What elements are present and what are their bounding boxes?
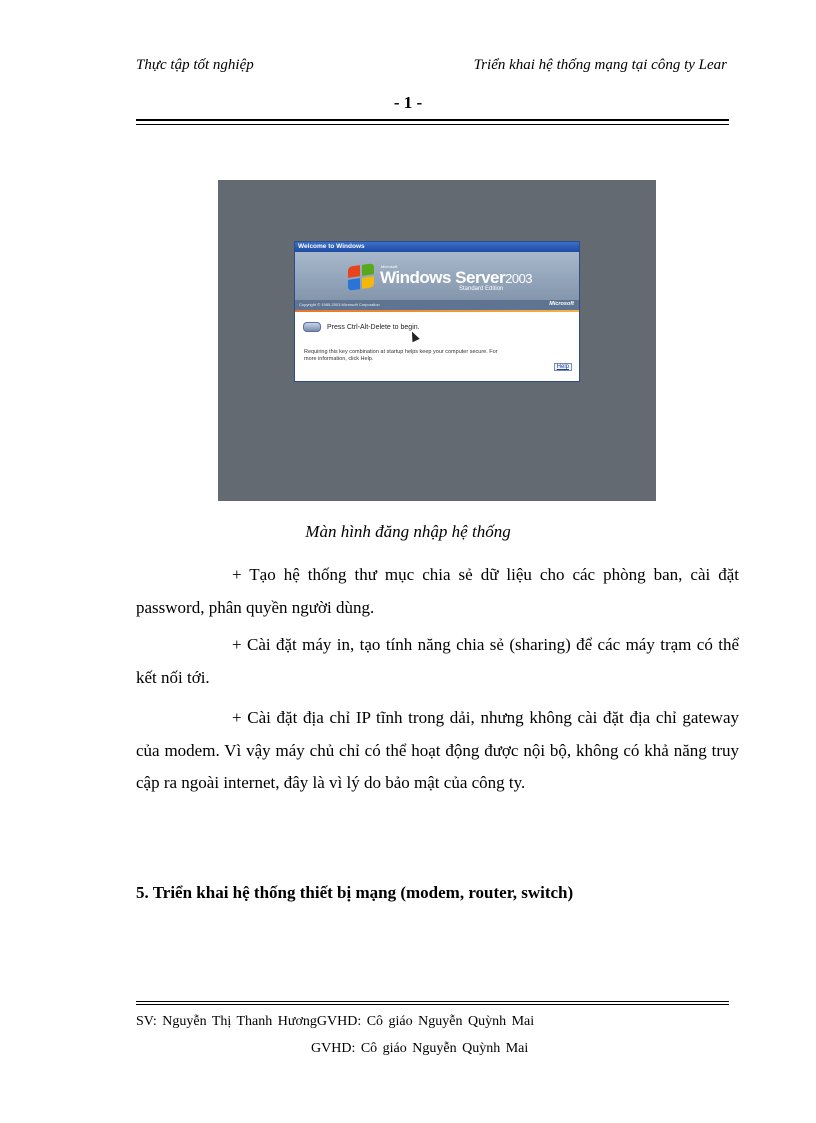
brand-name [380,268,532,288]
brand-year: 2003 [505,271,533,286]
footer-line-2: GVHD: Cô giáo Nguyễn Quỳnh Mai [311,1041,529,1056]
figure-caption: Màn hình đăng nhập hệ thống [305,522,511,541]
brand-edition: Standard Edition [459,286,504,292]
copyright-text: Copyright © 1985-2003 Microsoft Corporation [299,302,380,307]
brand-name-text: Windows Server [380,268,506,287]
help-button[interactable]: Help [554,363,572,371]
security-info: Requiring this key combination at startup helps keep your computer secure. For more information, click Help. [304,349,498,362]
header-rule [136,119,729,125]
header-right: Triển khai hệ thống mạng tại công ty Lear [473,57,727,73]
ctrl-alt-del-prompt: Press Ctrl-Alt-Delete to begin. [327,323,420,331]
footer-line-1: SV: Nguyễn Thị Thanh HươngGVHD: Cô giáo Nguyễn Quỳnh Mai [136,1014,535,1029]
paragraph-static-ip: + Cài đặt địa chỉ IP tĩnh trong dải, nhưng không cài đặt địa chỉ gateway của modem. Vì vậy máy chủ chỉ có thể hoạt động được nội bộ, không có khả năng truy cập ra ngoài internet, đây là vì lý do bảo mật của công ty. [136,708,739,792]
keyboard-icon [303,322,321,332]
paragraph-printer-sharing: + Cài đặt máy in, tạo tính năng chia sẻ (sharing) để các máy trạm có thể kết nối tới. [136,635,739,687]
paragraph-shared-folders: + Tạo hệ thống thư mục chia sẻ dữ liệu cho các phòng ban, cài đặt password, phân quyền người dùng. [136,565,739,617]
dialog-banner [295,252,579,310]
footer-rule [136,1001,729,1005]
header-left: Thực tập tốt nghiệp [136,57,254,73]
copyright-strip [295,300,579,310]
microsoft-logo: Microsoft [549,301,574,307]
accent-bar [295,310,579,312]
windows-flag-icon [348,263,374,291]
login-screenshot [218,180,656,501]
page-number: - 1 - [393,93,423,112]
brand-vendor: Microsoft [381,264,398,269]
ctrl-alt-del-row [303,322,420,332]
welcome-dialog [294,241,580,382]
dialog-title: Welcome to Windows [295,242,579,252]
section-title: 5. Triển khai hệ thống thiết bị mạng (modem, router, switch) [136,883,574,902]
